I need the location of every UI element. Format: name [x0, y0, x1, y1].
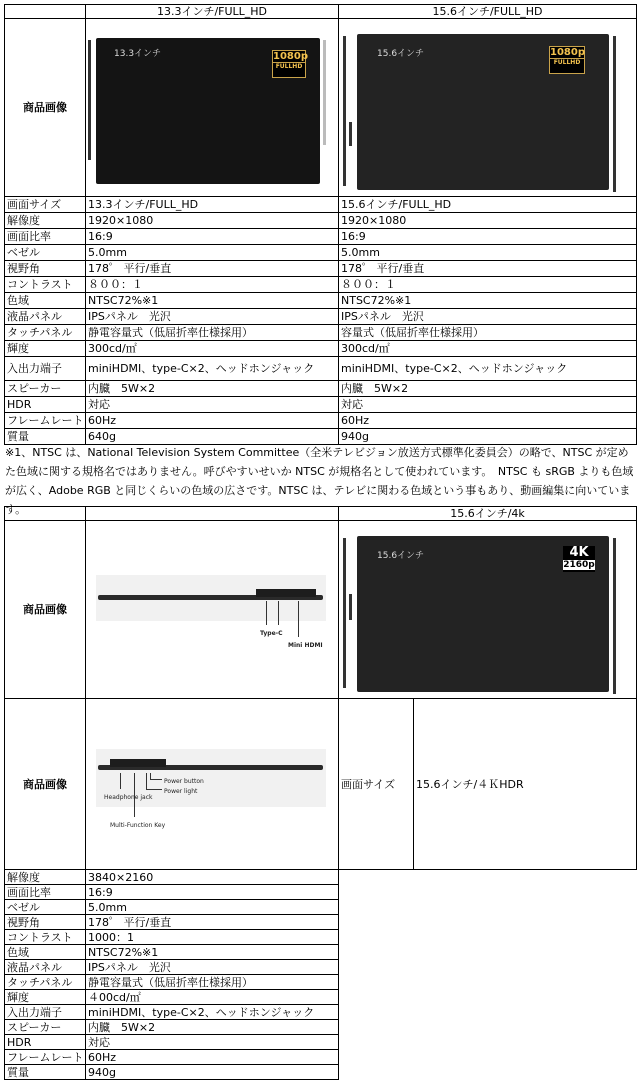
spec-value-13-3: ８００：１	[86, 277, 339, 293]
monitor-stand-left	[343, 538, 346, 688]
spec-label: コントラスト	[5, 277, 86, 293]
typec-pointer-line	[266, 601, 267, 625]
badge-fullhd: FULLHD	[273, 62, 305, 70]
spec-value-13-3: NTSC72%※1	[86, 293, 339, 309]
headphone-jack-label: Headphone jack	[104, 794, 153, 801]
spec-row	[5, 960, 637, 975]
spec-value-13-3: 内臓 5W×2	[86, 381, 339, 397]
spec-label: 視野角	[5, 261, 86, 277]
spec-row	[5, 885, 637, 900]
power-button-pointer-line	[150, 779, 162, 780]
spec-label: 入出力端子	[5, 357, 86, 381]
spec-value-15-6: 16:9	[339, 229, 637, 245]
header-15-6: 15.6インチ/FULL_HD	[339, 5, 637, 19]
spec-value-4k: NTSC72%※1	[86, 945, 339, 960]
spec-value-13-3: 13.3インチ/FULL_HD	[86, 197, 339, 213]
spec-value-15-6: 容量式（低屈折率仕様採用）	[339, 325, 637, 341]
spec-row	[5, 870, 637, 885]
spec-row	[5, 261, 637, 277]
product-image-label: 商品画像	[5, 521, 86, 699]
screen-size-label: 15.6インチ	[377, 550, 425, 561]
spec-value-15-6: 15.6インチ/FULL_HD	[339, 197, 637, 213]
spec-label-4k: HDR	[5, 1035, 86, 1050]
spec-label-4k: 輝度	[5, 990, 86, 1005]
spec-label-4k: フレームレート	[5, 1050, 86, 1065]
monitor-13-3-screen	[96, 38, 320, 184]
spec-row	[5, 325, 637, 341]
minihdmi-label: Mini HDMI	[288, 641, 323, 649]
spec-label: HDR	[5, 397, 86, 413]
spec-value-13-3: 640g	[86, 429, 339, 445]
product-image-label: 商品画像	[5, 699, 86, 870]
spec-label: タッチパネル	[5, 325, 86, 341]
spec-row	[5, 413, 637, 429]
spec-value-4k: 対応	[86, 1035, 339, 1050]
spec-value-15-6: 対応	[339, 397, 637, 413]
monitor-4k-screen	[357, 536, 609, 692]
spec-row	[5, 213, 637, 229]
spec-value-4k: 3840×2160	[86, 870, 339, 885]
fullhd-badge	[549, 46, 585, 74]
monitor-stand-right	[323, 40, 326, 145]
multi-function-key-label: Multi-Function Key	[110, 822, 166, 829]
monitor-side-view-ports	[88, 525, 334, 695]
spec-label-4k: 入出力端子	[5, 1005, 86, 1020]
spec-row	[5, 915, 637, 930]
spec-value-15-6: 300cd/㎡	[339, 341, 637, 357]
spec-value-4k: 940g	[86, 1065, 339, 1080]
spec-label-4k: 画面サイズ	[339, 699, 414, 870]
monitor-13-3-image	[88, 22, 334, 194]
spec-value-15-6: 178゜ 平行/垂直	[339, 261, 637, 277]
spec-row	[5, 341, 637, 357]
spec-value-15-6: 60Hz	[339, 413, 637, 429]
spec-label: スピーカー	[5, 381, 86, 397]
spec-value-15-6: NTSC72%※1	[339, 293, 637, 309]
spec-value-4k: IPSパネル 光沢	[86, 960, 339, 975]
spec-value-15-6: miniHDMI、type-C×2、ヘッドホンジャック	[339, 357, 637, 381]
spec-label: ベゼル	[5, 245, 86, 261]
spec-value-15-6: 940g	[339, 429, 637, 445]
screen-size-label: 13.3インチ	[114, 48, 162, 59]
spec-label-4k: コントラスト	[5, 930, 86, 945]
side-view-2-cell	[86, 699, 339, 870]
typec-pointer-line	[278, 601, 279, 625]
spec-label: 液晶パネル	[5, 309, 86, 325]
monitor-side-port	[349, 594, 352, 620]
spec-value-13-3: 5.0mm	[86, 245, 339, 261]
spec-label-4k: ベゼル	[5, 900, 86, 915]
screen-size-label: 15.6インチ	[377, 48, 425, 59]
spec-label: 色域	[5, 293, 86, 309]
header-13-3: 13.3インチ/FULL_HD	[86, 5, 339, 19]
spec-label: フレームレート	[5, 413, 86, 429]
spec-value-4k: 178゜ 平行/垂直	[86, 915, 339, 930]
header-empty-cell	[5, 5, 86, 19]
spec-label: 質量	[5, 429, 86, 445]
side-view-1-cell	[86, 521, 339, 699]
spec-row	[5, 397, 637, 413]
spec-value-13-3: 1920×1080	[86, 213, 339, 229]
badge-fullhd: FULLHD	[550, 58, 584, 66]
4k-badge	[563, 546, 595, 572]
monitor-side-port	[349, 122, 352, 146]
power-light-label: Power light	[164, 788, 198, 795]
spec-value-4k: 1000：1	[86, 930, 339, 945]
product-image-13-3-cell	[86, 19, 339, 197]
spec-row	[5, 990, 637, 1005]
power-light-pointer-line	[146, 773, 147, 789]
spec-value-4k: 15.6インチ/４ＫHDR	[414, 699, 637, 870]
spec-value-13-3: 16:9	[86, 229, 339, 245]
monitor-stand-right	[613, 538, 616, 694]
spec-value-15-6: 内臓 5W×2	[339, 381, 637, 397]
spec-row	[5, 357, 637, 381]
badge-4k: 4K	[569, 544, 589, 560]
spec-value-4k: miniHDMI、type-C×2、ヘッドホンジャック	[86, 1005, 339, 1020]
header-empty-cell	[5, 507, 86, 521]
header-15-6-4k: 15.6インチ/4k	[339, 507, 637, 521]
monitor-stand-left	[343, 36, 346, 186]
spec-value-15-6: ８００：１	[339, 277, 637, 293]
header-empty-cell	[86, 507, 339, 521]
monitor-side-view-controls	[88, 699, 334, 869]
spec-row	[5, 975, 637, 990]
spec-value-13-3: 178゜ 平行/垂直	[86, 261, 339, 277]
spec-value-13-3: miniHDMI、type-C×2、ヘッドホンジャック	[86, 357, 339, 381]
spec-label-4k: スピーカー	[5, 1020, 86, 1035]
spec-value-15-6: 1920×1080	[339, 213, 637, 229]
spec-row	[5, 1005, 637, 1020]
spec-row	[5, 381, 637, 397]
typec-label: Type-C	[260, 629, 283, 637]
spec-table-4k	[4, 506, 637, 1080]
spec-label-4k: 色域	[5, 945, 86, 960]
monitor-15-6-image	[341, 22, 633, 194]
spec-value-4k: 5.0mm	[86, 900, 339, 915]
spec-label: 輝度	[5, 341, 86, 357]
product-image-15-6-cell	[339, 19, 637, 197]
badge-2160p: 2160p	[563, 559, 595, 570]
spec-value-4k: 内臓 5W×2	[86, 1020, 339, 1035]
spec-value-4k: 16:9	[86, 885, 339, 900]
monitor-15-6-screen	[357, 34, 609, 190]
port-housing	[256, 589, 316, 597]
spec-value-4k: ４00cd/㎡	[86, 990, 339, 1005]
badge-1080p: 1080p	[273, 50, 308, 62]
power-button-label: Power button	[164, 778, 204, 785]
spec-value-13-3: 静電容量式（低屈折率仕様採用）	[86, 325, 339, 341]
product-image-label: 商品画像	[5, 19, 86, 197]
spec-value-13-3: 対応	[86, 397, 339, 413]
spec-label-4k: タッチパネル	[5, 975, 86, 990]
spec-value-4k: 60Hz	[86, 1050, 339, 1065]
spec-label-4k: 質量	[5, 1065, 86, 1080]
monitor-stand-left	[88, 40, 91, 160]
spec-label: 画面比率	[5, 229, 86, 245]
spec-value-13-3: 300cd/㎡	[86, 341, 339, 357]
minihdmi-pointer-line	[298, 601, 299, 637]
spec-value-13-3: IPSパネル 光沢	[86, 309, 339, 325]
spec-value-15-6: 5.0mm	[339, 245, 637, 261]
fullhd-badge	[272, 50, 306, 78]
spec-row	[5, 1065, 637, 1080]
spec-label: 解像度	[5, 213, 86, 229]
spec-label-4k: 解像度	[5, 870, 86, 885]
spec-value-15-6: IPSパネル 光沢	[339, 309, 637, 325]
spec-label-4k: 視野角	[5, 915, 86, 930]
spec-value-4k: 静電容量式（低屈折率仕様採用）	[86, 975, 339, 990]
control-housing	[110, 759, 166, 767]
spec-label-4k: 画面比率	[5, 885, 86, 900]
power-light-pointer-line	[146, 789, 162, 790]
monitor-4k-image	[341, 524, 633, 696]
badge-1080p: 1080p	[550, 46, 585, 58]
spec-table-fullhd	[4, 4, 637, 445]
spec-row	[5, 229, 637, 245]
spec-row	[5, 945, 637, 960]
spec-row	[5, 245, 637, 261]
product-image-4k-cell	[339, 521, 637, 699]
spec-rows-fullhd	[5, 197, 637, 445]
monitor-stand-right	[613, 36, 616, 192]
spec-row	[5, 309, 637, 325]
spec-row	[5, 197, 637, 213]
spec-row	[5, 1020, 637, 1035]
spec-row	[5, 1035, 637, 1050]
spec-row	[5, 277, 637, 293]
ntsc-footnote: ※1、NTSC は、National Television System Committee（全米テレビジョン放送方式標準化委員会）の略で、NTSC が定めた色域に関する規格名ではありません。呼びやすいせいか NTSC が規格名として使われています。 NTSC も sRGB よりも色域が広く、Adobe RGB と同じくらいの色域の広さです。NTSC は、テレビに関わる色域という事もあり、動画編集に向いています。	[5, 446, 634, 516]
headphone-pointer-line	[120, 773, 121, 789]
spec-rows-4k	[5, 870, 637, 1080]
spec-label-4k: 液晶パネル	[5, 960, 86, 975]
spec-row	[5, 1050, 637, 1065]
spec-label: 画面サイズ	[5, 197, 86, 213]
spec-row	[5, 900, 637, 915]
spec-row	[5, 293, 637, 309]
spec-value-13-3: 60Hz	[86, 413, 339, 429]
